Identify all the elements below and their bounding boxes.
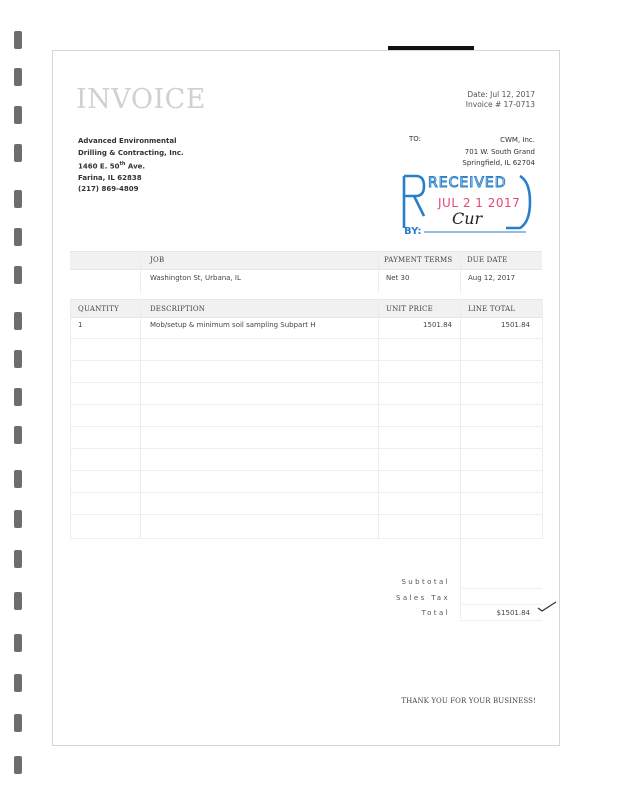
- binder-hole: [14, 714, 22, 732]
- unit-price-header: UNIT PRICE: [386, 305, 433, 313]
- company-street-suffix-sup: th: [119, 161, 126, 167]
- subtotal-label: Subtotal: [401, 578, 450, 586]
- binder-hole: [14, 674, 22, 692]
- to-label: TO:: [409, 135, 422, 143]
- row-line: [70, 448, 542, 449]
- invoice-date: Date: Jul 12, 2017: [467, 90, 535, 99]
- totals-line: [460, 604, 542, 605]
- item-unit-price: 1501.84: [423, 321, 452, 329]
- invoice-title: INVOICE: [76, 84, 206, 115]
- item-line-total: 1501.84: [501, 321, 530, 329]
- binder-hole: [14, 350, 22, 368]
- description-header: DESCRIPTION: [150, 305, 206, 313]
- invoice-meta: [466, 90, 535, 110]
- company-phone: (217) 869-4809: [78, 185, 139, 194]
- company-street-rest: Ave.: [125, 162, 146, 171]
- payment-terms-header: PAYMENT TERMS: [384, 256, 453, 264]
- row-line: [70, 426, 542, 427]
- thank-you-note: THANK YOU FOR YOUR BUSINESS!: [401, 697, 536, 705]
- recipient-street: 701 W. South Grand: [464, 147, 535, 156]
- binder-hole: [14, 388, 22, 406]
- received-stamp: [398, 172, 534, 234]
- binder-hole: [14, 31, 22, 49]
- stamp-frame-left: [404, 176, 424, 228]
- invoice-number: Invoice # 17-0713: [465, 100, 535, 109]
- total-value: $1501.84: [496, 609, 530, 617]
- item-description: Mob/setup & minimum soil sampling Subpart H: [150, 321, 316, 329]
- row-line: [70, 492, 542, 493]
- recipient-name: CWM, Inc.: [500, 136, 535, 144]
- binder-hole: [14, 68, 22, 86]
- company-name: Advanced Environmental: [78, 137, 177, 145]
- binder-hole: [14, 266, 22, 284]
- binder-hole: [14, 312, 22, 330]
- row-line: [70, 360, 542, 361]
- row-line: [70, 470, 542, 471]
- items-col-divider: [378, 299, 379, 539]
- company-street-number: 1460 E. 50: [78, 162, 120, 171]
- recipient-address-block: [462, 135, 535, 170]
- recipient-city: Springfield, IL 62704: [462, 159, 535, 167]
- binder-hole: [14, 190, 22, 208]
- row-line: [70, 404, 542, 405]
- company-city: Farina, IL 62838: [78, 173, 142, 182]
- binder-hole: [14, 550, 22, 568]
- items-table-left-border: [70, 299, 71, 539]
- binder-hole: [14, 756, 22, 774]
- job-col-divider: [140, 251, 141, 293]
- stamp-signature: Cur: [452, 209, 483, 228]
- row-line: [70, 338, 542, 339]
- binder-hole: [14, 470, 22, 488]
- job-col-divider: [460, 251, 461, 293]
- row-line: [70, 514, 542, 515]
- company-street: [78, 159, 184, 173]
- binder-hole: [14, 510, 22, 528]
- binder-hole: [14, 592, 22, 610]
- sales-tax-label: Sales Tax: [395, 594, 450, 602]
- items-col-divider: [140, 299, 141, 539]
- binder-hole: [14, 228, 22, 246]
- item-quantity: 1: [78, 321, 83, 329]
- line-total-header: LINE TOTAL: [468, 305, 516, 313]
- total-label: Total: [421, 609, 450, 617]
- job-header: JOB: [150, 256, 165, 264]
- check-mark-icon: [536, 600, 558, 614]
- binder-hole: [14, 106, 22, 124]
- items-col-divider: [460, 299, 461, 619]
- job-value: Washington St, Urbana, IL: [150, 274, 241, 282]
- scan-edge-mark: [388, 46, 474, 50]
- company-address-block: [78, 136, 184, 196]
- stamp-by-label: BY:: [404, 226, 422, 234]
- binder-hole: [14, 634, 22, 652]
- binder-hole: [14, 144, 22, 162]
- company-name-line2: Drilling & Contracting, Inc.: [78, 148, 184, 157]
- totals-line: [460, 588, 542, 589]
- due-date-header: DUE DATE: [467, 256, 508, 264]
- totals-line: [460, 620, 542, 621]
- job-col-divider: [378, 251, 379, 293]
- row-line: [70, 538, 542, 539]
- payment-terms-value: Net 30: [386, 274, 410, 282]
- row-line: [70, 382, 542, 383]
- due-date-value: Aug 12, 2017: [468, 274, 516, 282]
- items-table-right-border: [542, 299, 543, 539]
- stamp-date-text: JUL 2 1 2017: [438, 196, 521, 210]
- binder-hole: [14, 426, 22, 444]
- quantity-header: QUANTITY: [78, 305, 119, 313]
- stamp-received-text: RECEIVED: [428, 175, 507, 191]
